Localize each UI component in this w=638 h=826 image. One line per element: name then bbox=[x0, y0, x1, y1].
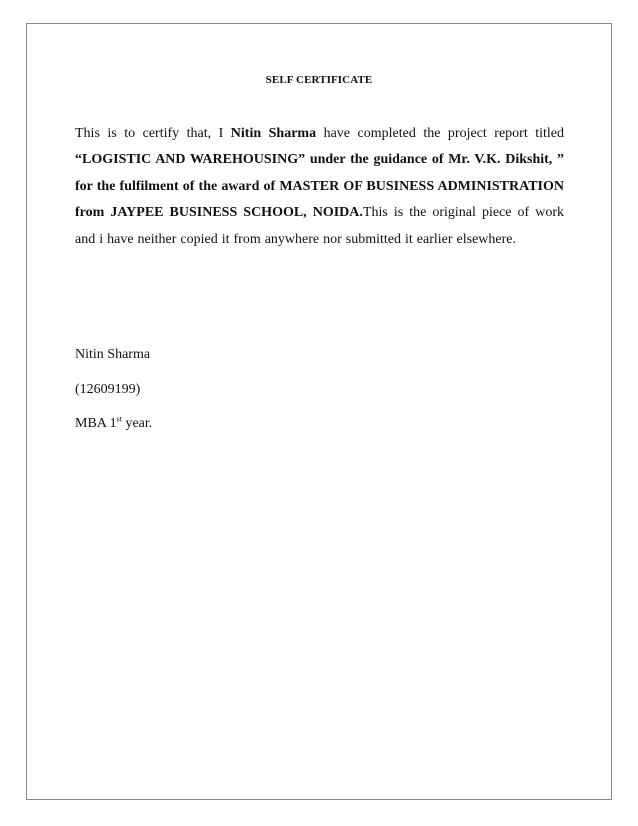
course-superscript: st bbox=[116, 414, 122, 424]
certificate-title: SELF CERTIFICATE bbox=[265, 74, 373, 86]
course-suffix: year. bbox=[121, 416, 153, 431]
body-text-middle: have completed the project report titled bbox=[316, 126, 564, 141]
project-title-bold: “LOGISTIC AND WAREHOUSING” under the guidance of Mr. V.K. Dikshit, ” for the fulfilment of the award of MASTER OF BUSINESS ADMINISTRATION from JAYPEE BUSINESS SCHOOL, NOIDA. bbox=[75, 152, 564, 221]
signature-course bbox=[75, 416, 152, 432]
signature-name: Nitin Sharma bbox=[75, 347, 151, 362]
course-prefix: MBA 1 bbox=[75, 416, 117, 431]
certificate-body bbox=[75, 121, 564, 253]
body-text-intro: This is to certify that, I bbox=[75, 126, 231, 141]
student-name-bold: Nitin Sharma bbox=[230, 126, 317, 141]
body-text-declaration: This is the original piece of work and i have neither copied it from anywhere nor submitted it earlier elsewhere. bbox=[75, 205, 565, 247]
signature-roll-number: (12609199) bbox=[75, 382, 141, 397]
